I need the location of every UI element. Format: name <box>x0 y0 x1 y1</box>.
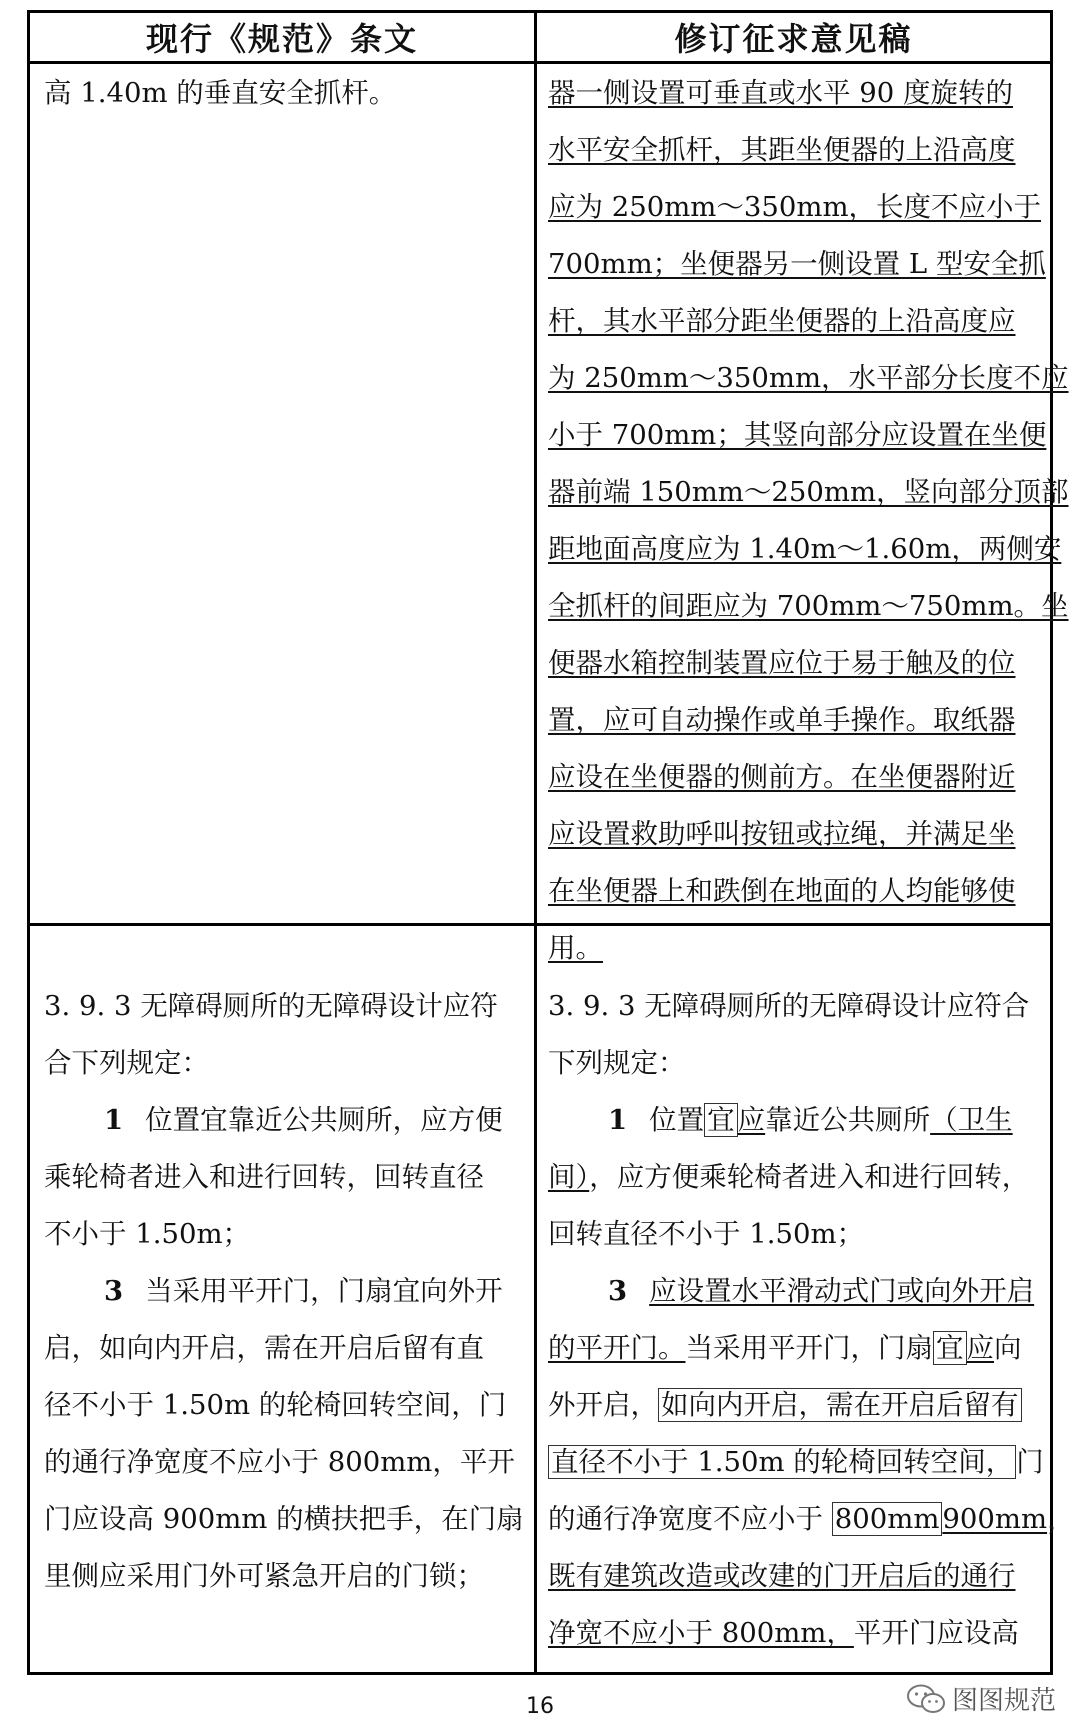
inserted-text: 净宽不应小于 800mm， <box>548 1617 854 1649</box>
watermark <box>906 1680 1056 1717</box>
text-segment: 向 <box>994 1332 1022 1364</box>
inserted-text: （卫生 <box>930 1104 1013 1136</box>
inserted-text: 间） <box>548 1161 590 1193</box>
text-segment: 靠近公共厕所 <box>765 1104 931 1136</box>
inserted-text: 700mm；坐便器另一侧设置 L 型安全抓 <box>548 248 1046 280</box>
text-segment: 的通行净宽度不应小于 <box>548 1503 832 1535</box>
text-line: 的通行净宽度不应小于 800mm，平开 <box>44 1446 515 1478</box>
text-line: 下列规定： <box>548 1047 686 1079</box>
text-segment: 位置 <box>649 1104 705 1136</box>
inserted-text: 应 <box>737 1104 766 1136</box>
inserted-text: 900mm <box>942 1503 1048 1535</box>
inserted-text: 全抓杆的间距应为 700mm～750mm。坐 <box>548 590 1069 622</box>
inserted-text: 应设置水平滑动式门或向外开启 <box>649 1275 1035 1307</box>
text-line: 径不小于 1.50m 的轮椅回转空间，门 <box>44 1389 507 1421</box>
row1-current-text <box>44 65 524 122</box>
wechat-icon <box>906 1683 946 1715</box>
row2-current-text <box>44 978 524 1605</box>
text-segment: 当采用平开门，门扇 <box>685 1332 933 1364</box>
text-line: 位置宜靠近公共厕所，应方便 <box>145 1104 503 1136</box>
inserted-text: 置，应可自动操作或单手操作。取纸器 <box>548 704 1016 736</box>
text-line: 不小于 1.50m； <box>44 1218 251 1250</box>
clause-heading: 3. 9. 3 无障碍厕所的无障碍设计应符 <box>44 990 498 1022</box>
inserted-text: 的平开门。 <box>548 1332 686 1364</box>
text-line: 回转直径不小于 1.50m； <box>548 1218 865 1250</box>
deleted-text: 如向内开启，需在开启后留有 <box>658 1388 1022 1422</box>
inserted-text: 器一侧设置可垂直或水平 90 度旋转的 <box>548 77 1013 109</box>
inserted-text: 既有建筑改造或改建的门开启后的通行 <box>548 1560 1016 1592</box>
header-current-clause: 现行《规范》条文 <box>145 20 418 58</box>
text-line: 乘轮椅者进入和进行回转，回转直径 <box>44 1161 484 1193</box>
item-1-line <box>548 1092 1048 1149</box>
inserted-text: 便器水箱控制装置应位于易于触及的位 <box>548 647 1016 679</box>
inserted-text: 应设在坐便器的侧前方。在坐便器附近 <box>548 761 1016 793</box>
clause-heading: 3. 9. 3 无障碍厕所的无障碍设计应符合 <box>548 990 1030 1022</box>
inserted-text: 在坐便器上和跌倒在地面的人均能够使 <box>548 875 1016 907</box>
inserted-text: 应 <box>966 1332 994 1364</box>
item-number: 1 <box>608 1104 628 1136</box>
inserted-text: 应为 250mm～350mm，长度不应小于 <box>548 191 1042 223</box>
deleted-text: 宜 <box>933 1331 967 1365</box>
text-line: 高 1.40m 的垂直安全抓杆。 <box>44 77 397 109</box>
inserted-text: 器前端 150mm～250mm，竖向部分顶部 <box>548 476 1069 508</box>
inserted-text: 距地面高度应为 1.40m～1.60m，两侧安 <box>548 533 1062 565</box>
watermark-text: 图图规范 <box>951 1686 1056 1716</box>
inserted-text: 为 250mm～350mm，水平部分长度不应 <box>548 362 1069 394</box>
row2-revised-text <box>548 978 1075 1662</box>
text-segment: 外开启， <box>548 1389 658 1421</box>
text-line: 里侧应采用门外可紧急开启的门锁； <box>44 1560 484 1592</box>
row1-revised-text <box>548 65 1069 977</box>
inserted-text: 小于 700mm；其竖向部分应设置在坐便 <box>548 419 1047 451</box>
item-1-line <box>44 1092 524 1149</box>
deleted-text: 宜 <box>704 1103 738 1137</box>
item-3-line <box>44 1263 524 1320</box>
inserted-text: 用。 <box>548 932 603 964</box>
text-line: 合下列规定： <box>44 1047 209 1079</box>
inserted-text: 杆，其水平部分距坐便器的上沿高度应 <box>548 305 1016 337</box>
item-3-line <box>548 1263 1048 1320</box>
comparison-table <box>27 10 1075 1675</box>
column-divider <box>534 13 537 1672</box>
text-segment: ， <box>1047 1503 1075 1535</box>
inserted-text: 应设置救助呼叫按钮或拉绳，并满足坐 <box>548 818 1016 850</box>
deleted-text: 800mm <box>832 1502 943 1536</box>
item-number: 3 <box>104 1275 124 1307</box>
item-number: 1 <box>104 1104 124 1136</box>
deleted-text: 直径不小于 1.50m 的轮椅回转空间， <box>548 1445 1016 1479</box>
item-number: 3 <box>608 1275 628 1307</box>
text-segment: ，应方便乘轮椅者进入和进行回转， <box>589 1161 1030 1193</box>
text-segment: 平开门应设高 <box>853 1617 1019 1649</box>
header-divider <box>30 61 1050 64</box>
text-line: 当采用平开门，门扇宜向外开 <box>145 1275 503 1307</box>
text-line: 启，如向内开启，需在开启后留有直 <box>44 1332 484 1364</box>
text-segment: 门 <box>1016 1446 1044 1478</box>
inserted-text: 水平安全抓杆，其距坐便器的上沿高度 <box>548 134 1016 166</box>
text-line: 门应设高 900mm 的横扶把手，在门扇 <box>44 1503 524 1535</box>
header-revision-draft: 修订征求意见稿 <box>674 20 913 58</box>
page-number: 16 <box>526 1694 554 1719</box>
